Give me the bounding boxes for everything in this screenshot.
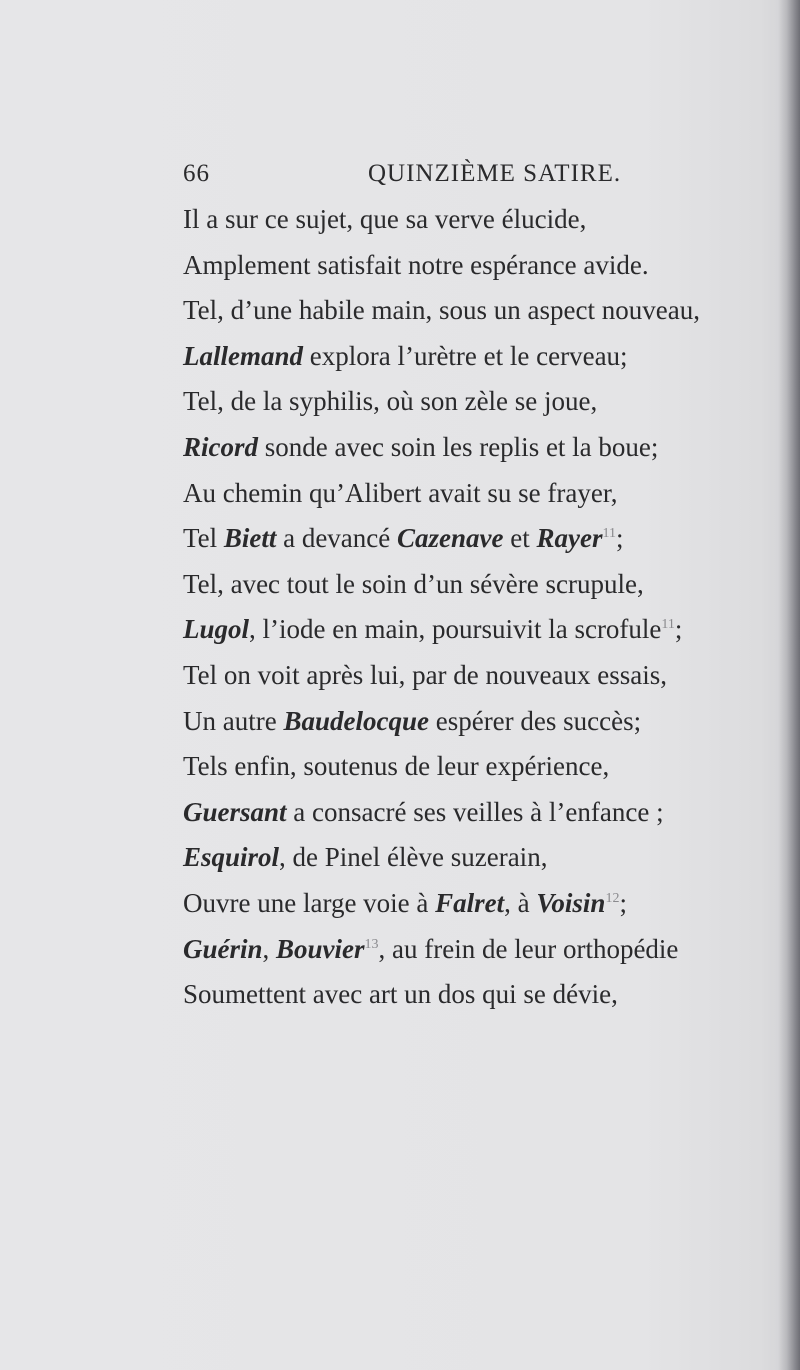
- line-text: , de Pinel élève suzerain,: [279, 842, 548, 873]
- proper-name: Esquirol: [183, 842, 280, 873]
- page-edge-shadow: [778, 0, 800, 1370]
- line-text: Au chemin qu’Alibert avait su se frayer,: [183, 477, 618, 508]
- line-text: et: [503, 523, 537, 554]
- line-text: espérer des succès;: [428, 705, 642, 736]
- line-text: Ouvre une large voie à: [183, 887, 436, 918]
- footnote-marker: 11: [661, 617, 675, 633]
- line-text: Tels enfin, soutenus de leur expérience,: [183, 751, 610, 782]
- page-number: 66: [183, 160, 210, 187]
- verse-line-14: [183, 790, 743, 836]
- line-text: Tel, de la syphilis, où son zèle se joue,: [183, 386, 598, 417]
- footnote-marker: 12: [605, 890, 620, 906]
- verse-line-4: [183, 334, 743, 380]
- verse-line-10: [183, 607, 743, 653]
- verse-line-17: [183, 927, 743, 973]
- line-text: Amplement satisfait notre espérance avide.: [183, 249, 649, 280]
- line-text: , à: [504, 887, 537, 918]
- page-header: [183, 160, 622, 194]
- proper-name: Falret: [435, 887, 505, 918]
- proper-name: Rayer: [536, 523, 603, 554]
- proper-name: Bouvier: [276, 933, 365, 964]
- verse-line-13: [183, 744, 743, 790]
- line-text: Tel on voit après lui, par de nouveaux essais,: [183, 659, 667, 690]
- proper-name: Lugol: [183, 614, 250, 645]
- line-text: , l’iode en main, poursuivit la scrofule: [249, 614, 662, 645]
- verse-block: [183, 197, 743, 1018]
- proper-name: Ricord: [183, 431, 259, 462]
- line-text: sonde avec soin les replis et la boue;: [258, 431, 659, 462]
- verse-line-12: [183, 699, 743, 745]
- line-text: Tel, avec tout le soin d’un sévère scrupule,: [183, 568, 644, 599]
- line-text: Tel, d’une habile main, sous un aspect nouveau,: [183, 295, 700, 326]
- line-text: ;: [615, 523, 624, 554]
- proper-name: Guersant: [183, 796, 287, 827]
- line-text: Tel: [183, 523, 224, 554]
- verse-line-7: [183, 471, 743, 517]
- verse-line-11: [183, 653, 743, 699]
- line-text: Il a sur ce sujet, que sa verve élucide,: [183, 204, 587, 234]
- line-text: ;: [674, 614, 683, 645]
- verse-line-6: [183, 425, 743, 471]
- proper-name: Lallemand: [183, 340, 303, 371]
- line-text: a consacré ses veilles à l’enfance ;: [286, 796, 664, 827]
- proper-name: Voisin: [536, 887, 606, 918]
- footnote-marker: 11: [602, 526, 616, 542]
- line-text: ,: [262, 933, 277, 964]
- line-text: , au frein de leur orthopédie: [378, 933, 679, 964]
- line-text: Un autre: [183, 705, 284, 736]
- verse-line-15: [183, 835, 743, 881]
- proper-name: Baudelocque: [283, 705, 429, 736]
- proper-name: Biett: [223, 523, 277, 554]
- proper-name: Guérin: [183, 933, 263, 964]
- footnote-marker: 13: [364, 936, 379, 952]
- running-title: QUINZIÈME SATIRE.: [368, 160, 622, 187]
- proper-name: Cazenave: [397, 523, 504, 554]
- line-text: a devancé: [276, 523, 398, 554]
- verse-line-5: [183, 379, 743, 425]
- verse-line-16: [183, 881, 743, 927]
- line-text: Soumettent avec art un dos qui se dévie,: [183, 979, 618, 1010]
- verse-line-2: [183, 243, 743, 289]
- line-text: explora l’urètre et le cerveau;: [303, 340, 628, 371]
- verse-line-9: [183, 562, 743, 608]
- verse-line-8: [183, 516, 743, 562]
- line-text: ;: [619, 887, 627, 918]
- verse-line-1: [183, 197, 743, 243]
- verse-line-3: [183, 288, 743, 334]
- verse-line-18: [183, 972, 743, 1018]
